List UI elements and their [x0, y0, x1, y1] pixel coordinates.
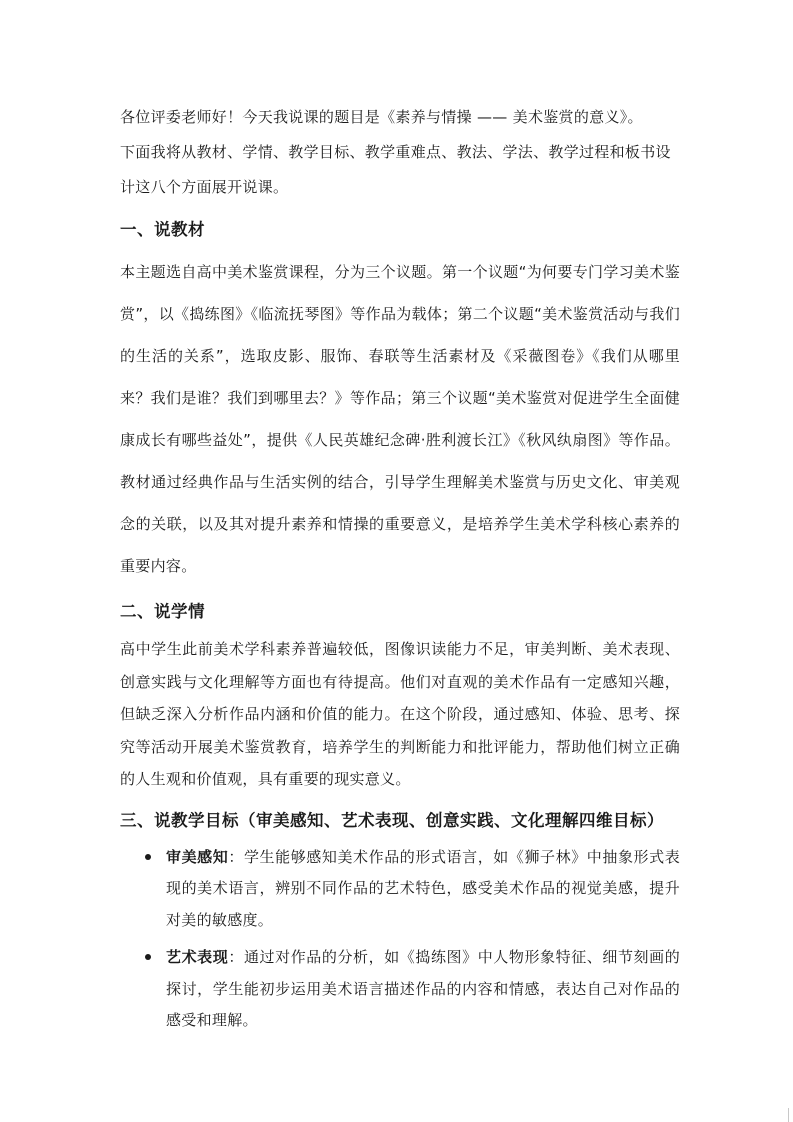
goal-text: 学生能够感知美术作品的形式语言，如《狮子林》中抽象形式表现的美术语言，辨别不同作品的艺术特色，感受美术作品的视觉美感，提升对美的敏感度。 [166, 847, 680, 929]
intro-paragraph [120, 100, 680, 205]
goal-item-aesthetic [166, 842, 680, 937]
textbook-paragraph: 本主题选自高中美术鉴赏课程，分为三个议题。第一个议题“为何要专门学习美术鉴赏”，以《捣练图》《临流抚琴图》等作品为载体；第二个议题“美术鉴赏活动与我们的生活的关系”，选取皮影、服饰、春联等生活素材及《采薇图卷》《我们从哪里来？我们是谁？我们到哪里去？》等作品；第三个议题“美术鉴赏对促进学生全面健康成长有哪些益处”，提供《人民英雄纪念碑·胜利渡长江》《秋风纨扇图》等作品。教材通过经典作品与生活实例的结合，引导学生理解美术鉴赏与历史文化、审美观念的关联，以及其对提升素养和情操的重要意义，是培养学生美术学科核心素养的重要内容。 [120, 263, 680, 575]
goal-item-expression [166, 942, 680, 1037]
goal-term: 审美感知 [166, 847, 229, 866]
goals-list [120, 842, 680, 1037]
intro-greeting: 各位评委老师好！今天我说课的题目是《素养与情操 —— 美术鉴赏的意义》。 [120, 108, 643, 126]
goal-term: 艺术表现 [166, 948, 229, 966]
students-paragraph: 高中学生此前美术学科素养普遍较低，图像识读能力不足，审美判断、美术表现、创意实践与文化理解等方面也有待提高。他们对直观的美术作品有一定感知兴趣，但缺乏深入分析作品内涵和价值的能力。在这个阶段，通过感知、体验、思考、探究等活动开展美术鉴赏教育，培养学生的判断能力和批评能力，帮助他们树立正确的人生观和价值观，具有重要的现实意义。 [120, 640, 680, 788]
page-edge-divider [788, 1108, 789, 1122]
bullet-icon [145, 954, 151, 960]
goal-text: 通过对作品的分析，如《捣练图》中人物形象特征、细节刻画的探讨，学生能初步运用美术语言描述作品的内容和情感，表达自己对作品的感受和理解。 [166, 948, 680, 1029]
goal-separator: ： [228, 847, 244, 866]
heading-textbook: 一、说教材 [120, 220, 205, 239]
heading-goals: 三、说教学目标（审美感知、艺术表现、创意实践、文化理解四维目标） [120, 810, 664, 830]
bullet-icon [145, 854, 151, 860]
intro-outline: 下面我将从教材、学情、教学目标、教学重难点、教法、学法、教学过程和板书设计这八个方面展开说课。 [120, 143, 671, 196]
goal-separator: ： [228, 948, 244, 966]
heading-students: 二、说学情 [120, 602, 205, 621]
document-page [120, 100, 680, 1043]
